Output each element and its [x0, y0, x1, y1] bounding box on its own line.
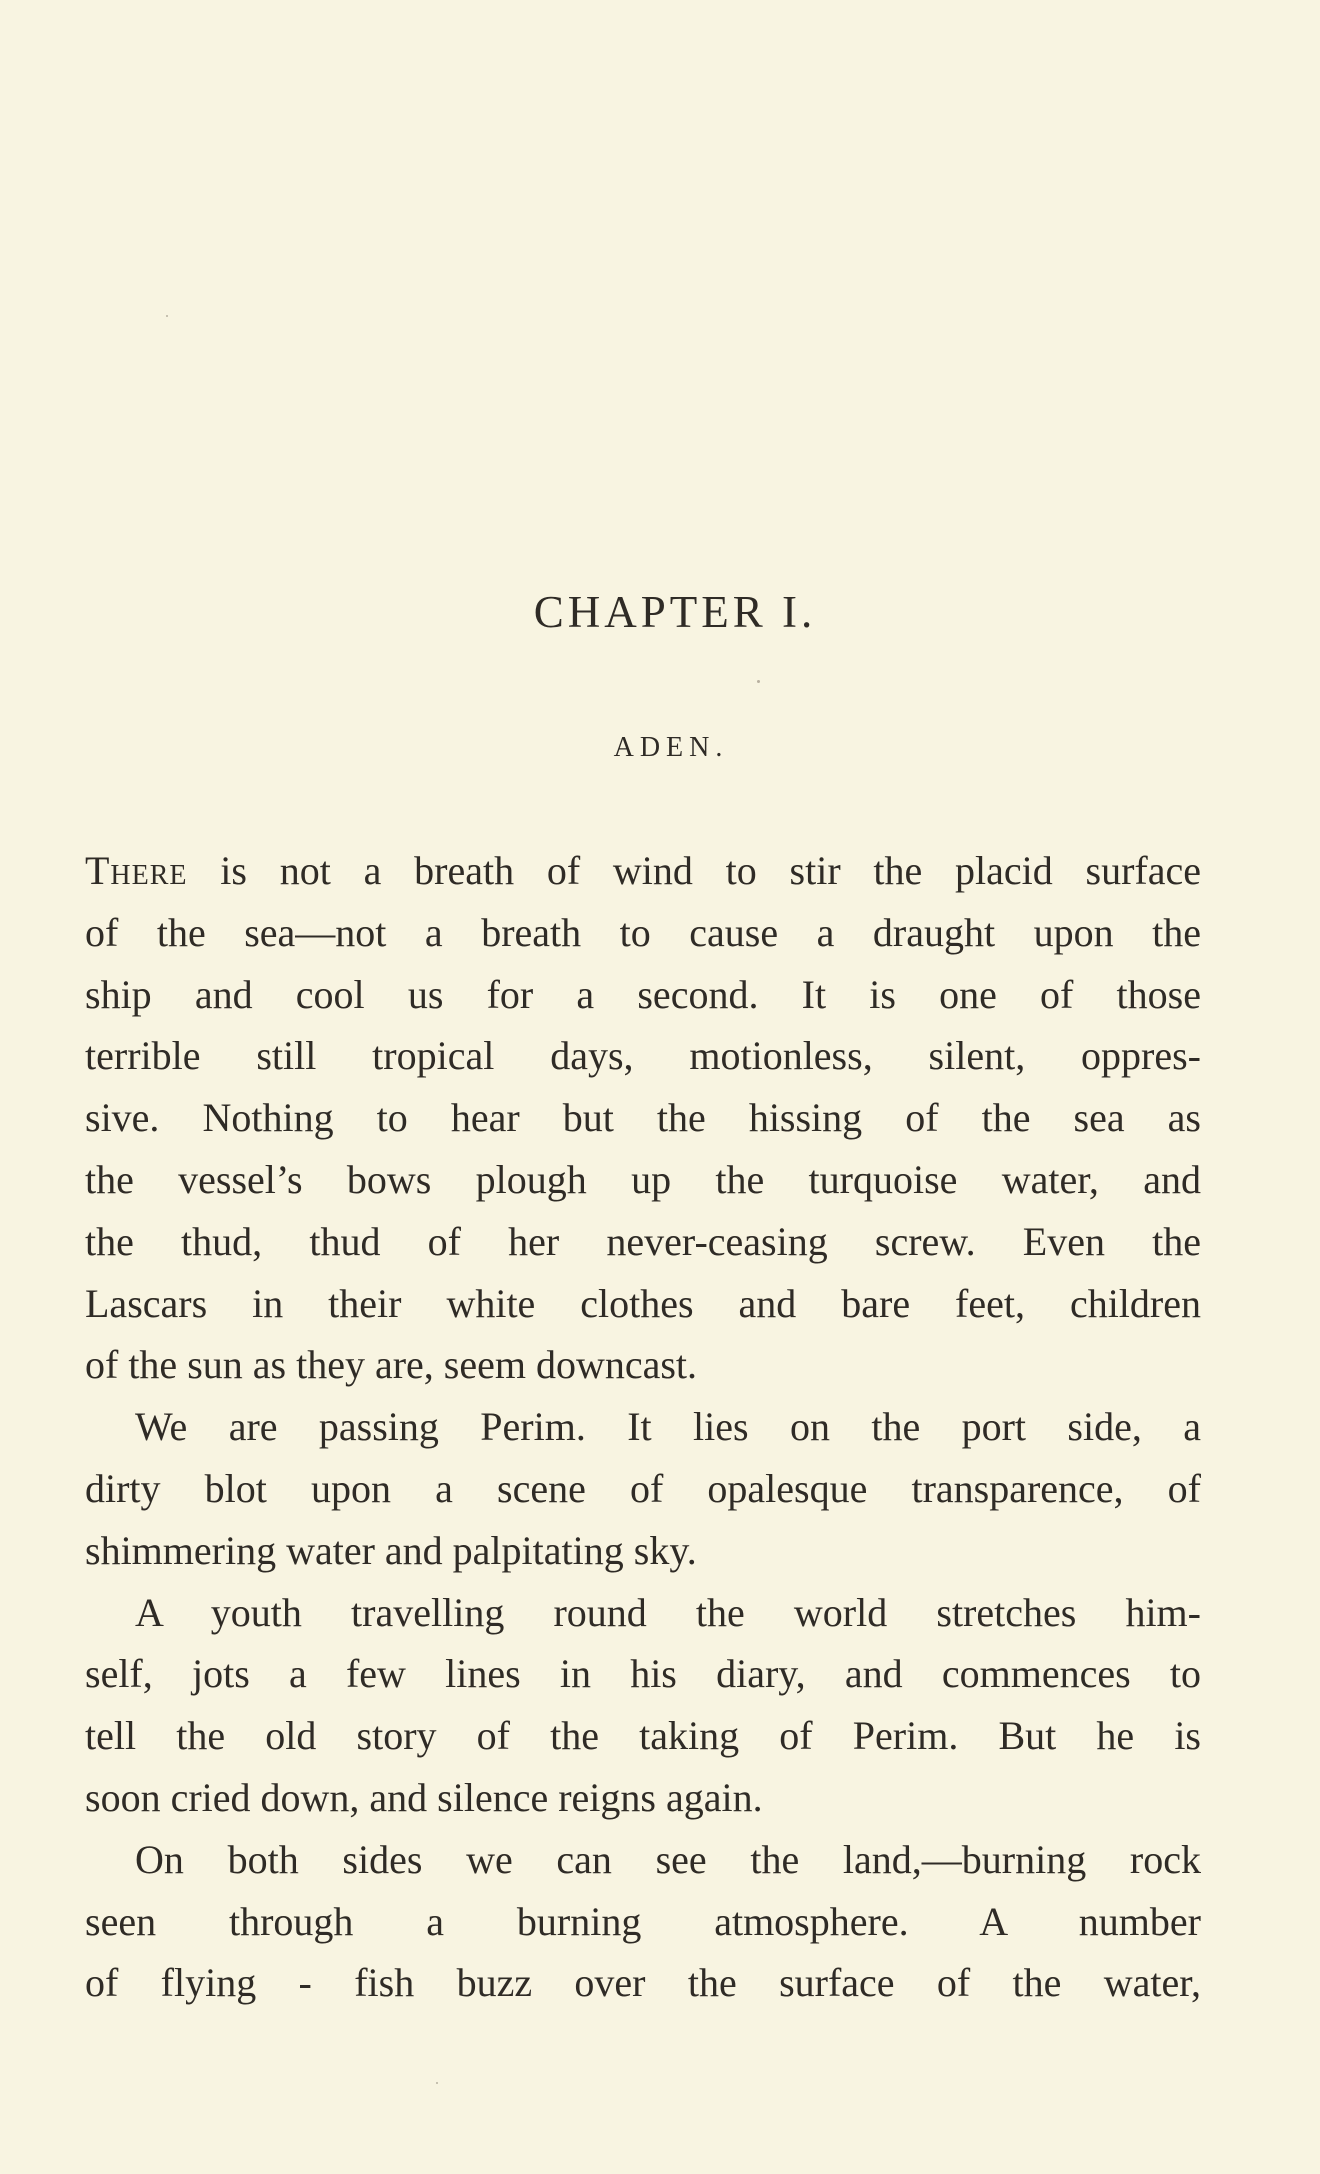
text-line	[85, 1273, 1201, 1335]
text-line	[85, 1334, 1201, 1396]
text-line-content: ship and cool us for a second. It is one of those	[85, 971, 1201, 1017]
body-text	[85, 840, 1201, 2014]
text-line-content: tell the old story of the taking of Perim. But he is	[85, 1713, 1201, 1759]
text-line-content: Lascars in their white clothes and bare feet, children	[85, 1280, 1201, 1326]
text-line-content: sive. Nothing to hear but the hissing of the sea as	[85, 1095, 1201, 1141]
text-line	[85, 1829, 1201, 1891]
chapter-title: CHAPTER I.	[533, 587, 817, 637]
paper-speck	[436, 2082, 438, 2084]
text-line-content: dirty blot upon a scene of opalesque transparence, of	[85, 1465, 1201, 1511]
text-line	[85, 1952, 1201, 2014]
text-line	[85, 1582, 1201, 1644]
text-line	[85, 1211, 1201, 1273]
text-line	[85, 902, 1201, 964]
text-line-content: self, jots a few lines in his diary, and commences to	[85, 1651, 1201, 1697]
text-line	[85, 1705, 1201, 1767]
text-line-content: soon cried down, and silence reigns again.	[85, 1774, 763, 1820]
text-line	[85, 1087, 1201, 1149]
text-line	[85, 1149, 1201, 1211]
text-line-content: seen through a burning atmosphere. A number	[85, 1898, 1201, 1944]
text-line	[85, 840, 1201, 902]
text-line-content: the thud, thud of her never-ceasing screw. Even the	[85, 1218, 1201, 1264]
text-line	[85, 1025, 1201, 1087]
text-line-content: A youth travelling round the world stretches him-	[135, 1589, 1201, 1635]
text-line	[85, 1520, 1201, 1582]
chapter-subtitle: ADEN.	[613, 732, 729, 763]
text-line-content: of the sun as they are, seem downcast.	[85, 1342, 698, 1388]
text-line-content: shimmering water and palpitating sky.	[85, 1527, 697, 1573]
text-line-content: terrible still tropical days, motionless, silent, oppres-	[85, 1033, 1201, 1079]
paper-speck	[166, 315, 168, 317]
text-line-content: the vessel’s bows plough up the turquoise water, and	[85, 1156, 1201, 1202]
text-line	[85, 1396, 1201, 1458]
text-line	[85, 1767, 1201, 1829]
text-line	[85, 1458, 1201, 1520]
text-line	[85, 1891, 1201, 1953]
paper-speck	[757, 680, 760, 683]
text-line-content: We are passing Perim. It lies on the port side, a	[135, 1404, 1201, 1450]
text-line	[85, 964, 1201, 1026]
text-line	[85, 1643, 1201, 1705]
first-word: There	[85, 848, 188, 893]
text-line-content: is not a breath of wind to stir the placid surface	[187, 848, 1201, 893]
text-line-content: On both sides we can see the land,—burning rock	[135, 1836, 1201, 1882]
text-line-content: of the sea—not a breath to cause a draught upon the	[85, 909, 1201, 955]
text-line-content: of flying - fish buzz over the surface of the water,	[85, 1960, 1201, 2006]
